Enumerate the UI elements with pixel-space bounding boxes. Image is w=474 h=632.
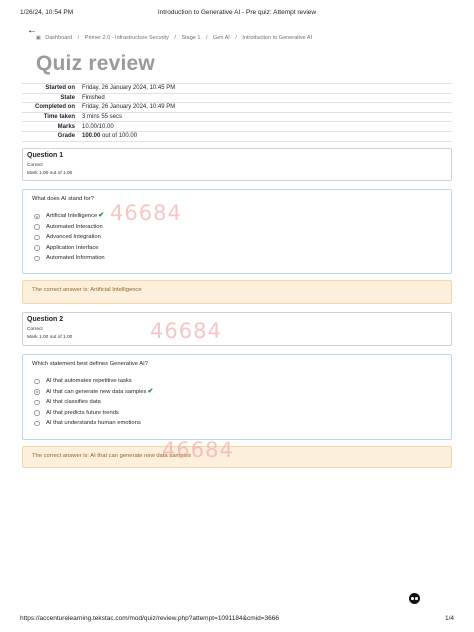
summary-label: Started on	[45, 85, 75, 92]
summary-row	[22, 131, 452, 141]
radio-selected[interactable]	[34, 389, 40, 395]
radio[interactable]	[34, 421, 40, 427]
summary-row	[22, 103, 452, 113]
summary-label: Marks	[57, 123, 75, 130]
question-1-feedback	[22, 280, 452, 304]
summary-label: Grade	[57, 133, 75, 140]
summary-label: Time taken	[43, 114, 75, 121]
option-label: AI that understands human emotions	[46, 420, 141, 427]
question-2-content	[22, 354, 452, 440]
radio[interactable]	[34, 379, 40, 385]
option-label: Automated Interaction	[46, 223, 103, 230]
question-1-info	[22, 148, 452, 181]
question-mark: Mark 1.00 out of 1.00	[27, 171, 73, 176]
answer-option[interactable]	[32, 387, 442, 398]
breadcrumb	[36, 35, 312, 41]
option-label: Application Interface	[46, 244, 99, 251]
summary-value: Friday, 26 January 2024, 10:49 PM	[82, 104, 176, 111]
breadcrumb-stage[interactable]: Stage 1	[181, 35, 201, 41]
breadcrumb-separator: /	[205, 35, 208, 41]
home-icon[interactable]: ▣	[36, 35, 41, 41]
answer-option[interactable]	[32, 222, 442, 233]
summary-value: Finished	[82, 94, 105, 101]
radio[interactable]	[34, 245, 40, 251]
option-label: AI that automates repetitive tasks	[46, 378, 132, 384]
grade-value: 100.00	[82, 133, 101, 140]
summary-row	[22, 122, 452, 132]
option-label: AI that can generate new data samples	[46, 388, 147, 395]
question-1-content	[22, 189, 452, 274]
question-number: Question 1	[27, 152, 64, 159]
question-2-feedback	[22, 446, 452, 468]
print-footer-url: https://accenturelearning.tekstac.com/mod/quiz/review.php?attempt=1091184&cmid=3666	[20, 615, 279, 622]
answer-options	[32, 211, 442, 264]
helper-bot-icon[interactable]	[409, 593, 420, 604]
option-label: Advanced Integration	[46, 234, 101, 241]
answer-option[interactable]	[32, 232, 442, 243]
print-header	[20, 9, 454, 21]
question-number: Question 2	[27, 316, 64, 323]
summary-value: 3 mins 55 secs	[82, 114, 123, 121]
answer-option[interactable]	[32, 397, 442, 408]
breadcrumb-dashboard[interactable]: Dashboard	[45, 35, 73, 41]
watermark: 46684	[150, 319, 222, 343]
correct-answer-text: The correct answer is: AI that can generate new data samples	[32, 453, 191, 459]
question-text: Which statement best defines Generative AI?	[32, 361, 148, 367]
summary-row	[22, 112, 452, 122]
checkmark-icon: ✔	[98, 212, 105, 219]
breadcrumb-separator: /	[235, 35, 237, 41]
summary-value: Friday, 26 January 2024, 10:45 PM	[82, 85, 176, 92]
breadcrumb-separator: /	[174, 35, 176, 41]
option-label: AI that predicts future trends	[46, 409, 119, 416]
answer-option[interactable]	[32, 243, 442, 254]
summary-value: 10.00/10.00	[82, 123, 114, 130]
checkmark-icon: ✔	[147, 387, 154, 395]
answer-option[interactable]	[32, 376, 442, 387]
question-2-info	[22, 312, 452, 346]
question-state: Correct	[27, 163, 43, 168]
summary-label: Completed on	[35, 104, 75, 111]
radio[interactable]	[34, 410, 40, 416]
breadcrumb-section[interactable]: Gen AI	[213, 35, 230, 41]
answer-option[interactable]	[32, 211, 442, 222]
answer-option[interactable]	[32, 418, 442, 429]
print-page-number: 1/4	[444, 615, 454, 622]
radio[interactable]	[34, 400, 40, 406]
summary-row	[22, 93, 452, 103]
answer-options	[32, 376, 442, 429]
correct-answer-text: The correct answer is: Artificial Intelligence	[32, 287, 142, 293]
breadcrumb-separator: /	[77, 35, 80, 41]
attempt-summary-table	[22, 83, 452, 142]
question-state: Correct	[27, 327, 43, 332]
question-text: What does AI stand for?	[32, 196, 94, 202]
print-datetime: 1/26/24, 10:54 PM	[20, 9, 74, 16]
watermark: 46684	[162, 438, 234, 462]
breadcrumb-activity[interactable]: Introduction to Generative AI	[242, 35, 313, 41]
option-label: Automated Information	[46, 255, 105, 262]
watermark: 46684	[110, 201, 182, 225]
option-label: Artificial Intelligence	[46, 213, 98, 219]
arrow-left-icon[interactable]: ←	[27, 25, 37, 36]
radio[interactable]	[34, 235, 40, 241]
radio[interactable]	[34, 224, 40, 230]
print-page-title: Introduction to Generative AI - Pre quiz: Attempt review	[157, 9, 317, 16]
radio-selected[interactable]	[34, 214, 40, 220]
summary-label: State	[60, 94, 75, 101]
answer-option[interactable]	[32, 253, 442, 264]
page-title: Quiz review	[36, 52, 155, 75]
option-label: AI that classifies data	[46, 399, 101, 406]
answer-option[interactable]	[32, 408, 442, 419]
radio[interactable]	[34, 256, 40, 262]
question-mark: Mark 1.00 out of 1.00	[27, 335, 73, 340]
breadcrumb-course[interactable]: Primer 2.0 - Infrastructure Security	[84, 35, 169, 41]
grade-out-of: out of 100.00	[100, 133, 138, 140]
summary-value	[80, 131, 452, 141]
summary-row	[22, 84, 452, 94]
